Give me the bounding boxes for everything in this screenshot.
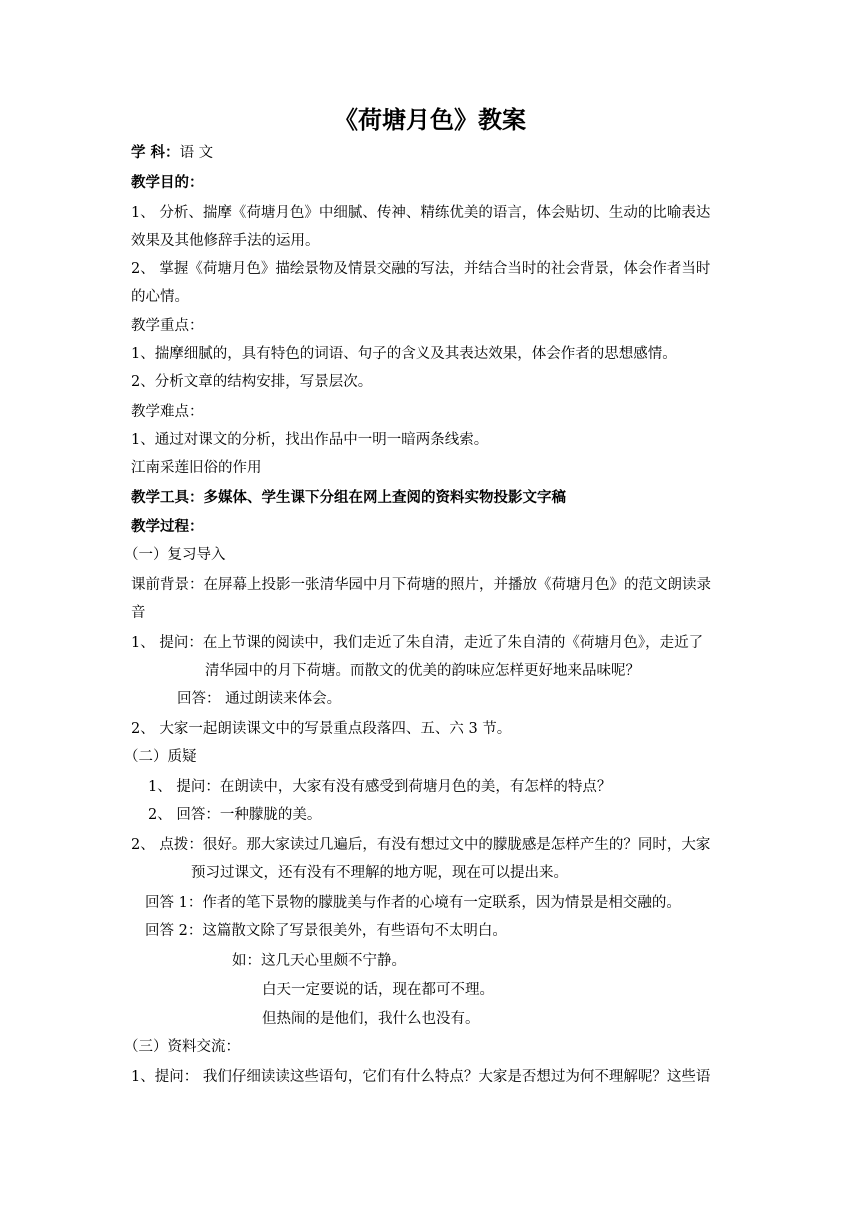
section-1-heading: （一）复习导入 bbox=[124, 547, 226, 563]
question-1-line-2: 清华园中的月下荷塘。而散文的优美的韵味应怎样更好地来品味呢？ bbox=[205, 663, 640, 679]
question-3-line-1: 1、提问： 我们仔细读读这些语句，它们有什么特点？大家是否想过为何不理解呢？这些语 bbox=[131, 1069, 711, 1085]
subject-label: 学 科： bbox=[131, 144, 180, 161]
reply-2: 回答 2：这篇散文除了写景很美外，有些语句不太明白。 bbox=[145, 923, 507, 939]
teaching-tools: 教学工具：多媒体、学生课下分组在网上查阅的资料实物投影文字稿 bbox=[131, 489, 566, 506]
objectives-heading: 教学目的： bbox=[131, 174, 204, 191]
example-2: 白天一定要说的话，现在都可不理。 bbox=[262, 982, 494, 998]
difficulty-1: 1、通过对课文的分析，找出作品中一明一暗两条线索。 bbox=[131, 432, 489, 448]
objective-1-line-2: 效果及其他修辞手法的运用。 bbox=[131, 233, 320, 249]
example-1: 如：这几天心里颇不宁静。 bbox=[232, 953, 406, 969]
step-2: 2、 大家一起朗读课文中的写景重点段落四、五、六 3 节。 bbox=[131, 721, 512, 737]
section-2-heading: （二）质疑 bbox=[124, 749, 197, 765]
guide-line-1: 2、 点拨：很好。那大家读过几遍后，有没有想过文中的朦胧感是怎样产生的？同时，大家 bbox=[131, 837, 711, 853]
section-3-heading: （三）资料交流： bbox=[124, 1039, 240, 1055]
key-point-1: 1、揣摩细腻的，具有特色的词语、句子的含义及其表达效果，体会作者的思想感情。 bbox=[131, 346, 677, 362]
process-heading: 教学过程： bbox=[131, 518, 204, 535]
objective-2-line-1: 2、 掌握《荷塘月色》描绘景物及情景交融的写法，并结合当时的社会背景，体会作者当时 bbox=[131, 261, 711, 277]
reply-1: 回答 1：作者的笔下景物的朦胧美与作者的心境有一定联系，因为情景是相交融的。 bbox=[145, 895, 681, 911]
key-points-heading: 教学重点： bbox=[131, 318, 204, 334]
difficulties-heading: 教学难点： bbox=[131, 404, 204, 420]
key-point-2: 2、分析文章的结构安排，写景层次。 bbox=[131, 374, 373, 390]
background-line-1: 课前背景：在屏幕上投影一张清华园中月下荷塘的照片，并播放《荷塘月色》的范文朗读录 bbox=[131, 577, 711, 593]
q2-answer: 2、 回答：一种朦胧的美。 bbox=[148, 807, 322, 823]
guide-line-2: 预习过课文，还有没有不理解的地方呢，现在可以提出来。 bbox=[191, 865, 568, 881]
subject-value: 语 文 bbox=[179, 145, 214, 161]
answer-1: 回答： 通过朗读来体会。 bbox=[177, 691, 342, 707]
background-line-2: 音 bbox=[131, 605, 146, 621]
subject-line bbox=[131, 143, 213, 163]
document-title: 《荷塘月色》教案 bbox=[334, 105, 526, 134]
objective-2-line-2: 的心情。 bbox=[131, 289, 189, 305]
objective-1-line-1: 1、 分析、揣摩《荷塘月色》中细腻、传神、精练优美的语言，体会贴切、生动的比喻表达 bbox=[131, 205, 711, 221]
difficulty-2: 江南采莲旧俗的作用 bbox=[131, 460, 262, 476]
q2-question: 1、 提问：在朗读中，大家有没有感受到荷塘月色的美，有怎样的特点？ bbox=[148, 779, 612, 795]
question-1-line-1: 1、 提问：在上节课的阅读中，我们走近了朱自清，走近了朱自清的《荷塘月色》，走近了 bbox=[131, 635, 704, 651]
example-3: 但热闹的是他们，我什么也没有。 bbox=[262, 1011, 480, 1027]
